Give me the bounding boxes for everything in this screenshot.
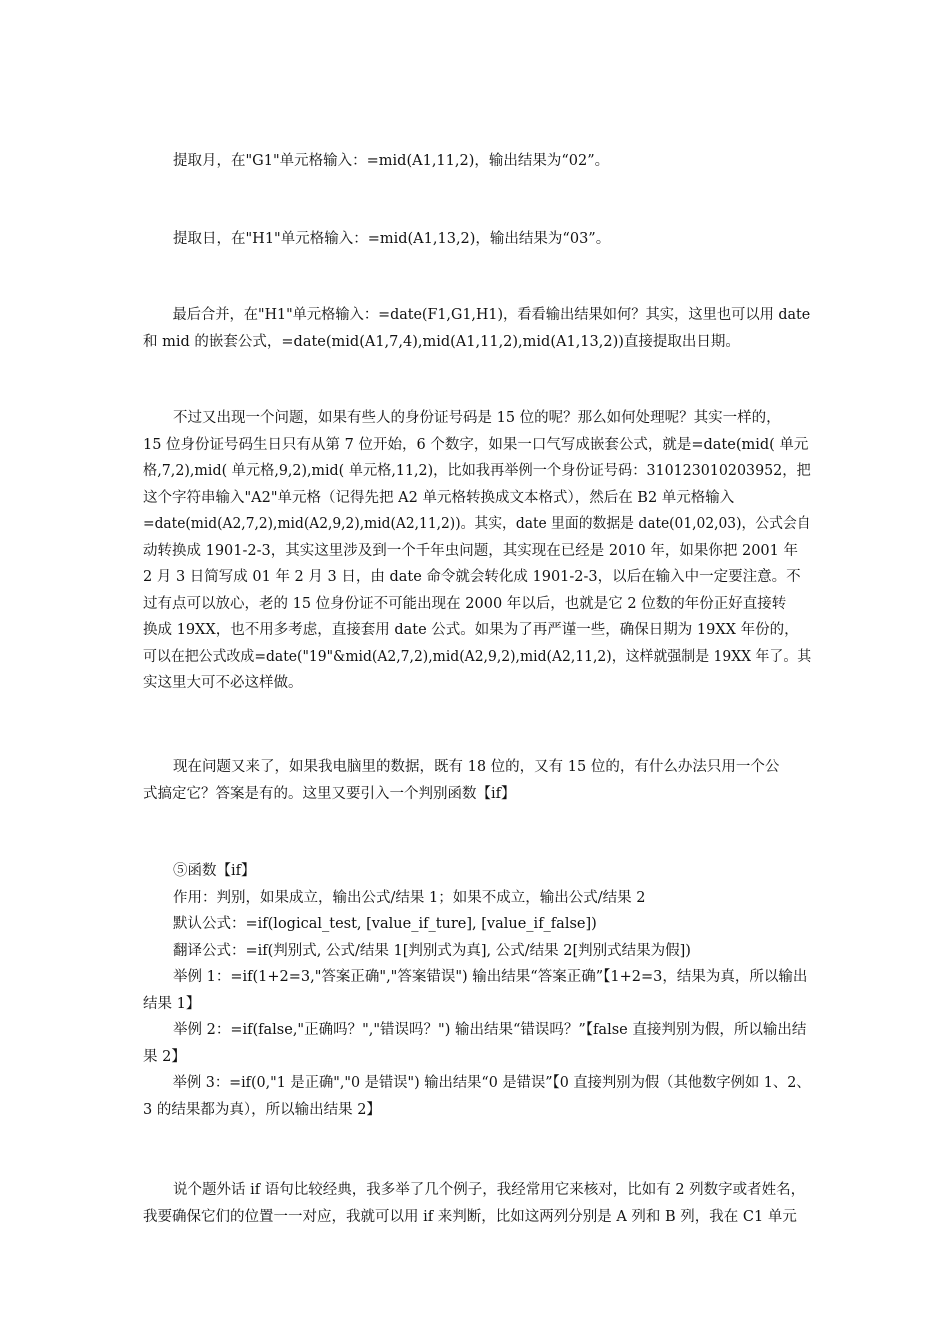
text-line: 可以在把公式改成=date("19"&mid(A2,7,2),mid(A2,9,2),mid(A2,11,2)，这样就强制是 19XX 年了。其	[143, 648, 812, 665]
text-line: 结果 1】	[143, 995, 201, 1012]
paragraph-merge-date	[143, 302, 811, 355]
text-line: 过有点可以放心，老的 15 位身份证不可能出现在 2000 年以后，也就是它 2 位数的年份正好直接转	[143, 595, 787, 612]
text-line: 说个题外话 if 语句比较经典，我多举了几个例子，我经常用它来核对，比如有 2 列数字或者姓名，	[173, 1182, 806, 1198]
text-line: 果 2】	[143, 1048, 186, 1065]
text-line: 我要确保它们的位置一一对应，我就可以用 if 来判断，比如这两列分别是 A 列和 B 列，我在 C1 单元	[143, 1208, 797, 1225]
text-line: 现在问题又来了，如果我电脑里的数据，既有 18 位的，又有 15 位的，有什么办法只用一个公	[173, 759, 780, 775]
text-line: 最后合并，在"H1"单元格输入：=date(F1,G1,H1)，看看输出结果如何？其实，这里也可以用 date	[172, 307, 811, 323]
text-line: 提取月，在"G1"单元格输入：=mid(A1,11,2)，输出结果为“02”。	[173, 153, 610, 169]
text-line: 默认公式：=if(logical_test, [value_if_ture], [value_if_false])	[173, 916, 597, 932]
text-line: =date(mid(A2,7,2),mid(A2,9,2),mid(A2,11,2))。其实，date 里面的数据是 date(01,02,03)，公式会自	[143, 516, 811, 532]
paragraph-extract-day	[143, 226, 811, 253]
paragraph-if-aside	[143, 1177, 811, 1230]
text-line: 翻译公式：=if(判别式, 公式/结果 1[判别式为真], 公式/结果 2[判别式结果为假])	[173, 942, 691, 959]
paragraph-extract-month	[143, 148, 811, 175]
text-line: 和 mid 的嵌套公式，=date(mid(A1,7,4),mid(A1,11,2),mid(A1,13,2))直接提取出日期。	[143, 333, 740, 350]
text-line: 15 位身份证号码生日只有从第 7 位开始，6 个数字，如果一口气写成嵌套公式，就是=date(mid( 单元	[143, 436, 809, 453]
paragraph-if-function	[143, 858, 811, 1123]
text-line: 不过又出现一个问题，如果有些人的身份证号码是 15 位的呢？那么如何处理呢？其实一样的，	[173, 410, 781, 426]
text-line: 3 的结果都为真），所以输出结果 2】	[143, 1101, 381, 1118]
text-line: 2 月 3 日简写成 01 年 2 月 3 日，由 date 命令就会转化成 1901-2-3，以后在输入中一定要注意。不	[143, 569, 801, 585]
text-line: 实这里大可不必这样做。	[143, 675, 303, 691]
text-line: 格,7,2),mid( 单元格,9,2),mid( 单元格,11,2)，比如我再举例一个身份证号码：310123010203952，把	[143, 463, 811, 479]
paragraph-mixed-ids	[143, 754, 811, 807]
text-line: 换成 19XX，也不用多考虑，直接套用 date 公式。如果为了再严谨一些，确保日期为 19XX 年份的，	[143, 622, 799, 638]
text-line: 举例 2：=if(false,"正确吗？","错误吗？") 输出结果“错误吗？”【false 直接判别为假，所以输出结	[173, 1022, 807, 1038]
text-line: 举例 1：=if(1+2=3,"答案正确","答案错误") 输出结果“答案正确”【1+2=3，结果为真，所以输出	[173, 969, 808, 985]
text-line: 式搞定它？答案是有的。这里又要引入一个判别函数【if】	[143, 785, 516, 802]
text-line: 举例 3：=if(0,"1 是正确","0 是错误") 输出结果“0 是错误”【0 直接判别为假（其他数字例如 1、2、	[172, 1075, 811, 1091]
text-line: 作用：判别，如果成立，输出公式/结果 1；如果不成立，输出公式/结果 2	[173, 889, 646, 906]
paragraph-15-digit-id	[143, 405, 811, 697]
text-line: 动转换成 1901-2-3，其实这里涉及到一个千年虫问题，其实现在已经是 2010 年，如果你把 2001 年	[143, 542, 798, 559]
text-line: 这个字符串输入"A2"单元格（记得先把 A2 单元格转换成文本格式），然后在 B2 单元格输入	[143, 489, 735, 506]
text-line: 提取日，在"H1"单元格输入：=mid(A1,13,2)，输出结果为“03”。	[173, 231, 611, 247]
section-heading: ⑤函数【if】	[173, 863, 256, 879]
